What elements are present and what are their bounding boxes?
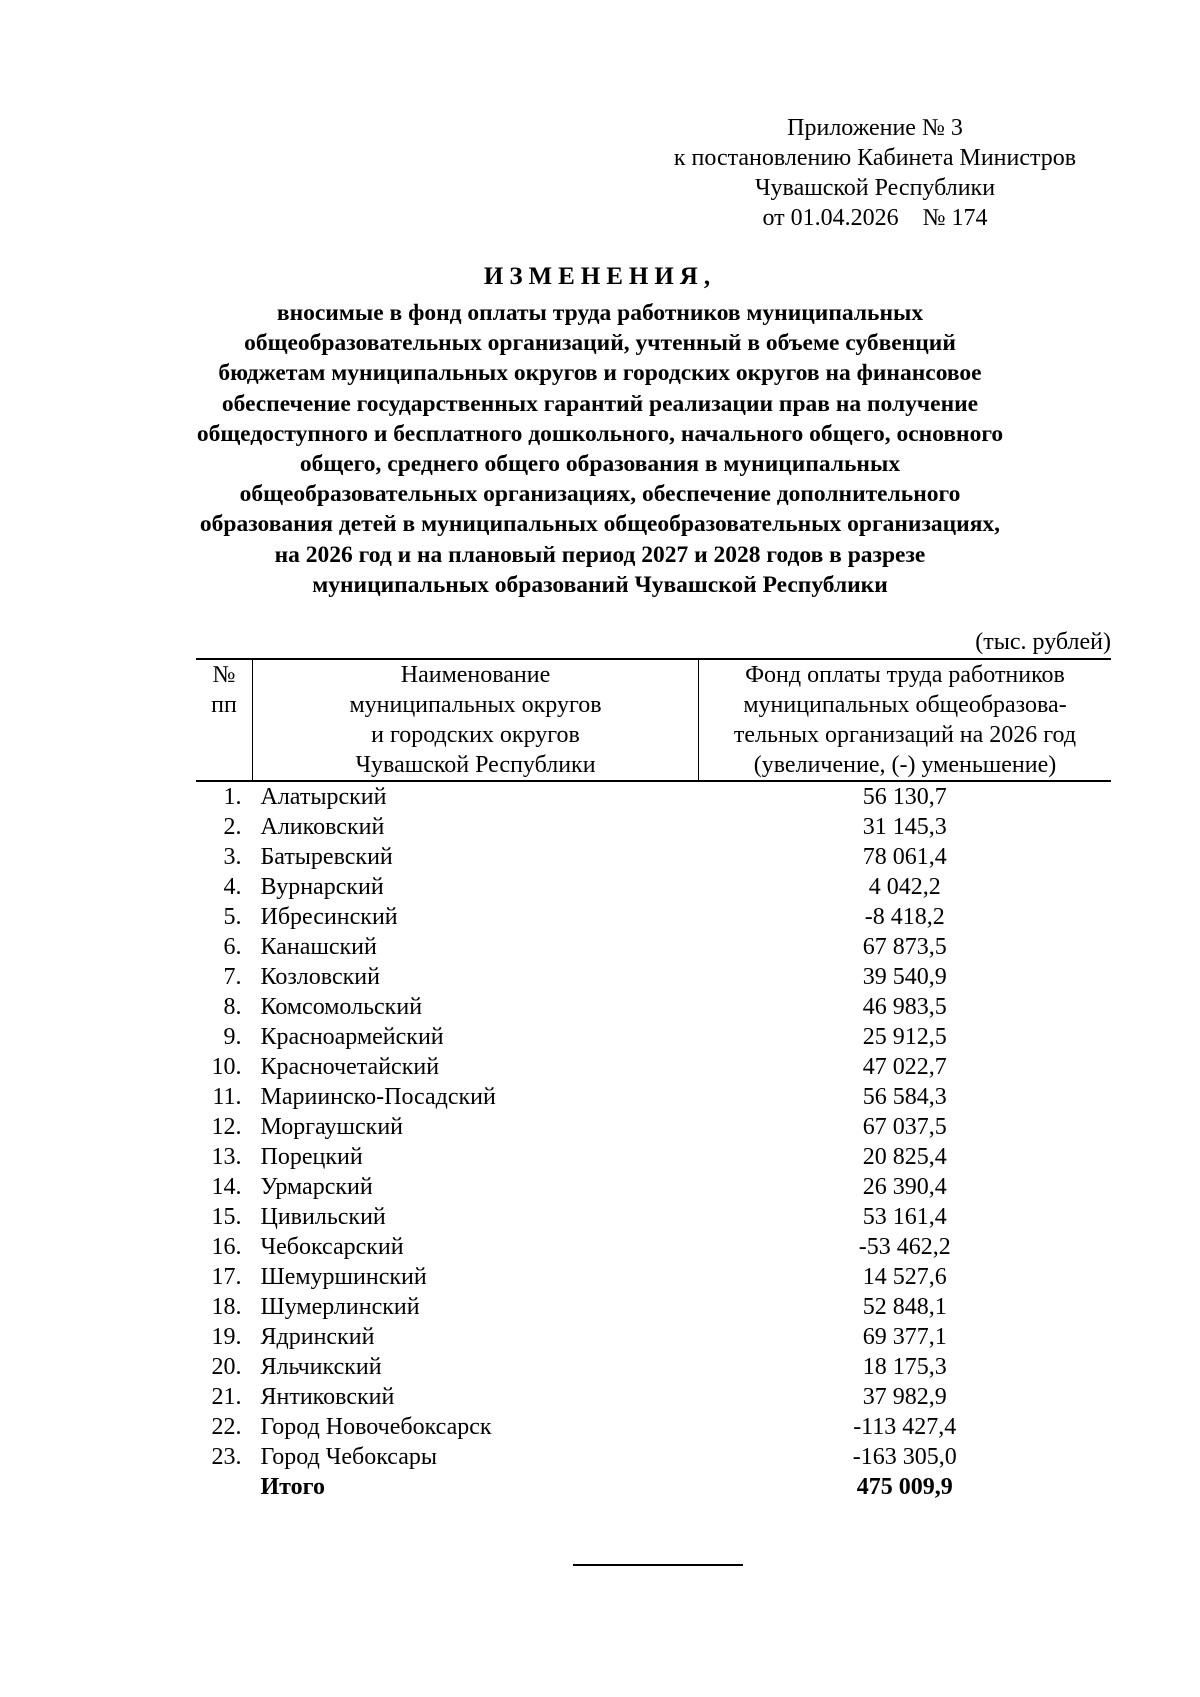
- table-row: [196, 902, 1111, 932]
- table-row: [196, 1022, 1111, 1052]
- appendix-date-number: от 01.04.2026 № 174: [762, 205, 988, 231]
- row-number: 19.: [211, 1324, 242, 1350]
- row-name: Ибресинский: [260, 904, 398, 930]
- row-name: Город Чебоксары: [260, 1444, 438, 1470]
- row-name: Чебоксарский: [260, 1234, 404, 1260]
- header-line: Чувашской Республики: [355, 752, 596, 778]
- subtitle-line: общеобразовательных организациях, обеспечение дополнительного: [239, 481, 961, 508]
- header-value: [699, 659, 1112, 781]
- table-row: [196, 962, 1111, 992]
- table-row: [196, 932, 1111, 962]
- units-label: (тыс. рублей): [975, 629, 1111, 655]
- row-number: 2.: [223, 814, 242, 840]
- table-row: [196, 1172, 1111, 1202]
- total-row: [196, 1472, 1111, 1502]
- table-row: [196, 781, 1111, 812]
- appendix-reference: к постановлению Кабинета Министров: [673, 145, 1077, 171]
- table-row: [196, 1112, 1111, 1142]
- closing-rule: [573, 1564, 743, 1566]
- row-number: 12.: [211, 1114, 242, 1140]
- row-value: 26 390,4: [862, 1174, 947, 1200]
- total-number: [196, 1472, 253, 1502]
- subtitle-line: на 2026 год и на плановый период 2027 и 2028 годов в разрезе: [274, 541, 926, 568]
- table-row: [196, 1382, 1111, 1412]
- row-name: Порецкий: [260, 1144, 363, 1170]
- document-subtitle: [180, 298, 1020, 600]
- row-number: 22.: [211, 1414, 242, 1440]
- row-number: 23.: [211, 1444, 242, 1470]
- row-value: 18 175,3: [862, 1354, 947, 1380]
- header-line: (увеличение, (-) уменьшение): [753, 752, 1057, 778]
- row-number: 20.: [211, 1354, 242, 1380]
- row-value: 53 161,4: [862, 1204, 947, 1230]
- subtitle-line: образования детей в муниципальных общеобразовательных организациях,: [199, 511, 1001, 538]
- budget-table: [196, 658, 1111, 1502]
- row-name: Красноармейский: [260, 1024, 444, 1050]
- appendix-republic: Чувашской Республики: [754, 175, 996, 201]
- table-row: [196, 992, 1111, 1022]
- table-body: [196, 781, 1111, 1502]
- row-name: Город Новочебоксарск: [260, 1414, 492, 1440]
- row-value: 56 130,7: [862, 784, 947, 810]
- row-value: 52 848,1: [862, 1294, 947, 1320]
- table-header-row: [196, 659, 1111, 781]
- row-number: 1.: [223, 784, 242, 810]
- header-line: Наименование: [400, 662, 551, 688]
- table-row: [196, 872, 1111, 902]
- header-number: [196, 659, 253, 781]
- row-number: 21.: [211, 1384, 242, 1410]
- row-name: Вурнарский: [260, 874, 384, 900]
- row-name: Красночетайский: [260, 1054, 440, 1080]
- row-value: 4 042,2: [868, 874, 941, 900]
- row-name: Цивильский: [260, 1204, 386, 1230]
- row-number: 11.: [212, 1084, 242, 1110]
- row-value: 46 983,5: [862, 994, 947, 1020]
- header-line: тельных организаций на 2026 год: [733, 722, 1077, 748]
- row-value: 67 037,5: [862, 1114, 947, 1140]
- row-name: Ядринский: [260, 1324, 375, 1350]
- row-name: Яльчикский: [260, 1354, 382, 1380]
- table-row: [196, 1082, 1111, 1112]
- subtitle-line: общего, среднего общего образования в муниципальных: [299, 451, 901, 478]
- row-value: 37 982,9: [862, 1384, 947, 1410]
- row-number: 6.: [223, 934, 242, 960]
- header-line: и городских округов: [371, 722, 580, 748]
- subtitle-line: обеспечение государственных гарантий реализации прав на получение: [221, 390, 979, 417]
- table-row: [196, 1142, 1111, 1172]
- row-value: 56 584,3: [862, 1084, 947, 1110]
- header-line: №: [212, 662, 236, 688]
- row-number: 17.: [211, 1264, 242, 1290]
- row-name: Аликовский: [260, 814, 385, 840]
- row-number: 14.: [211, 1174, 242, 1200]
- subtitle-line: общеобразовательных организаций, учтенный в объеме субвенций: [244, 330, 956, 357]
- table-row: [196, 1202, 1111, 1232]
- table-row: [196, 1412, 1111, 1442]
- row-name: Козловский: [260, 964, 380, 990]
- row-name: Шумерлинский: [260, 1294, 420, 1320]
- total-value: 475 009,9: [856, 1474, 953, 1500]
- row-number: 18.: [211, 1294, 242, 1320]
- row-number: 3.: [223, 844, 242, 870]
- row-number: 8.: [223, 994, 242, 1020]
- row-name: Моргаушский: [260, 1114, 403, 1140]
- row-value: 67 873,5: [862, 934, 947, 960]
- header-line: муниципальных общеобразова-: [743, 692, 1067, 718]
- row-number: 4.: [223, 874, 242, 900]
- header-line: муниципальных округов: [349, 692, 602, 718]
- subtitle-line: вносимые в фонд оплаты труда работников муниципальных: [276, 300, 924, 326]
- table-row: [196, 1232, 1111, 1262]
- row-name: Батыревский: [260, 844, 393, 870]
- row-name: Янтиковский: [260, 1384, 395, 1410]
- row-number: 16.: [211, 1234, 242, 1260]
- row-value: -53 462,2: [858, 1234, 951, 1260]
- row-value: 20 825,4: [862, 1144, 947, 1170]
- row-name: Урмарский: [260, 1174, 373, 1200]
- table-row: [196, 812, 1111, 842]
- row-number: 9.: [223, 1024, 242, 1050]
- row-name: Мариинско-Посадский: [260, 1084, 496, 1110]
- row-number: 13.: [211, 1144, 242, 1170]
- row-value: 69 377,1: [862, 1324, 947, 1350]
- row-name: Комсомольский: [260, 994, 423, 1020]
- row-value: 78 061,4: [862, 844, 947, 870]
- row-number: 5.: [223, 904, 242, 930]
- document-title: ИЗМЕНЕНИЯ,: [483, 263, 717, 290]
- row-value: 25 912,5: [862, 1024, 947, 1050]
- header-name: [253, 659, 699, 781]
- total-label: Итого: [260, 1474, 325, 1500]
- table-row: [196, 842, 1111, 872]
- table-row: [196, 1442, 1111, 1472]
- row-value: 39 540,9: [862, 964, 947, 990]
- row-name: Шемуршинский: [260, 1264, 427, 1290]
- row-value: -163 305,0: [852, 1444, 957, 1470]
- row-number: 10.: [211, 1054, 242, 1080]
- row-number: 15.: [211, 1204, 242, 1230]
- row-value: -8 418,2: [864, 904, 945, 930]
- row-value: 47 022,7: [862, 1054, 947, 1080]
- subtitle-line: бюджетам муниципальных округов и городских округов на финансовое: [218, 360, 982, 387]
- appendix-header: [640, 113, 1110, 233]
- table-row: [196, 1262, 1111, 1292]
- row-name: Канашский: [260, 934, 377, 960]
- table-row: [196, 1052, 1111, 1082]
- row-value: -113 427,4: [853, 1414, 957, 1440]
- table-row: [196, 1322, 1111, 1352]
- row-name: Алатырский: [260, 784, 387, 810]
- table-row: [196, 1292, 1111, 1322]
- header-line: пп: [211, 692, 237, 718]
- appendix-number: Приложение № 3: [787, 115, 963, 141]
- subtitle-line: муниципальных образований Чувашской Республики: [312, 571, 888, 598]
- table-row: [196, 1352, 1111, 1382]
- header-line: Фонд оплаты труда работников: [745, 662, 1065, 688]
- row-number: 7.: [223, 964, 242, 990]
- row-value: 14 527,6: [862, 1264, 947, 1290]
- subtitle-line: общедоступного и бесплатного дошкольного, начального общего, основного: [196, 420, 1004, 447]
- row-value: 31 145,3: [862, 814, 947, 840]
